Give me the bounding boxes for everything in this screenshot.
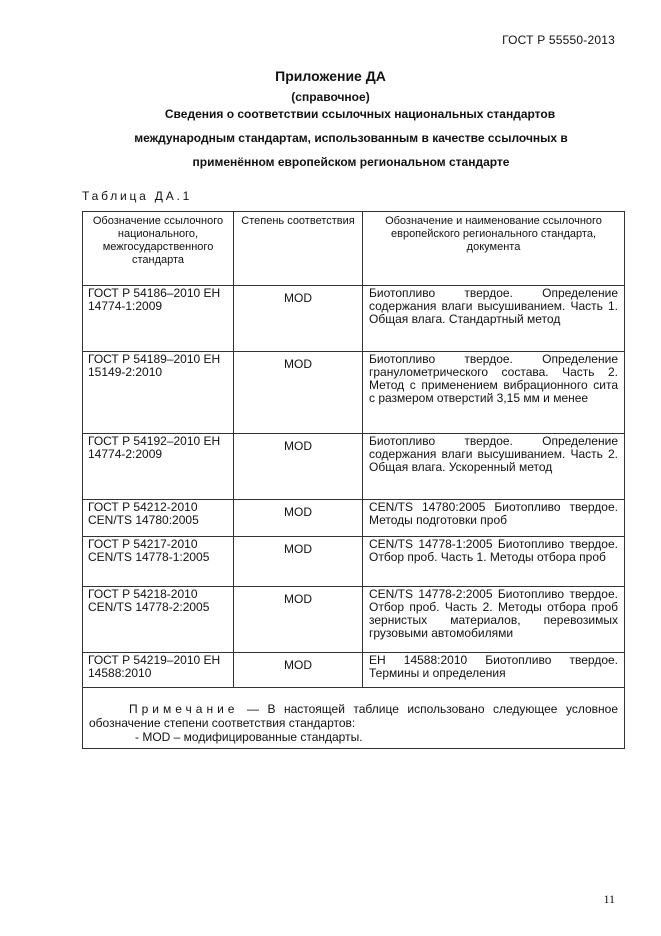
table-row [83, 653, 625, 688]
degree-cell: MOD [234, 286, 363, 352]
degree-cell: MOD [234, 352, 363, 434]
national-standard-cell: ГОСТ Р 54186–2010 ЕН 14774-1:2009 [83, 286, 234, 352]
european-standard-cell: ЕН 14588:2010 Биотопливо твердое. Термины и определения [363, 653, 625, 688]
european-standard-cell: CEN/TS 14778-2:2005 Биотопливо твердое. Отбор проб. Часть 2. Методы отбора проб зернистых материалов, перевозимых грузовыми автомобилями [363, 587, 625, 653]
table-note [83, 688, 625, 749]
correspondence-table [82, 211, 625, 749]
european-standard-cell: CEN/TS 14778-1:2005 Биотопливо твердое. Отбор проб. Часть 1. Методы отбора проб [363, 537, 625, 587]
document-code: ГОСТ Р 55550-2013 [502, 33, 615, 47]
annex-heading-line-2: международным стандартам, использованным в качестве ссылочных в [134, 131, 568, 145]
header-degree: Степень соответствия [234, 212, 363, 286]
table-row [83, 500, 625, 537]
european-standard-cell: Биотопливо твердое. Определение содержания влаги высушиванием. Часть 2. Общая влага. Ускоренный метод [363, 434, 625, 500]
degree-cell: MOD [234, 500, 363, 537]
table-row [83, 434, 625, 500]
table-row [83, 286, 625, 352]
national-standard-cell: ГОСТ Р 54212-2010 CEN/TS 14780:2005 [83, 500, 234, 537]
table-note-row [83, 688, 625, 749]
degree-cell: MOD [234, 653, 363, 688]
note-item: - MOD – модифицированные стандарты. [135, 730, 363, 744]
degree-cell: MOD [234, 434, 363, 500]
national-standard-cell: ГОСТ Р 54189–2010 ЕН 15149-2:2010 [83, 352, 234, 434]
european-standard-cell: Биотопливо твердое. Определение содержания влаги высушиванием. Часть 1. Общая влага. Стандартный метод [363, 286, 625, 352]
annex-title: Приложение ДА [275, 68, 386, 84]
table-header-row [83, 212, 625, 286]
national-standard-cell: ГОСТ Р 54217-2010 CEN/TS 14778-1:2005 [83, 537, 234, 587]
page-number: 11 [603, 892, 615, 906]
annex-subtitle: (справочное) [291, 90, 370, 104]
national-standard-cell: ГОСТ Р 54219–2010 ЕН 14588:2010 [83, 653, 234, 688]
table-row [83, 352, 625, 434]
degree-cell: MOD [234, 587, 363, 653]
european-standard-cell: Биотопливо твердое. Определение гранулометрического состава. Часть 2. Метод с применением вибрационного сита с размером отверстий 3,15 мм и менее [363, 352, 625, 434]
annex-heading-line-1: Сведения о соответствии ссылочных национальных стандартов [164, 107, 556, 121]
national-standard-cell: ГОСТ Р 54218-2010 CEN/TS 14778-2:2005 [83, 587, 234, 653]
header-national-standard: Обозначение ссылочного национального, межгосударственного стандарта [83, 212, 234, 286]
european-standard-cell: CEN/TS 14780:2005 Биотопливо твердое. Методы подготовки проб [363, 500, 625, 537]
table-row [83, 587, 625, 653]
table-caption: Таблица ДА.1 [82, 189, 193, 203]
table-row [83, 537, 625, 587]
degree-cell: MOD [234, 537, 363, 587]
annex-heading-line-3: применённом европейском региональном стандарте [192, 155, 510, 169]
note-text: — В настоящей таблице использовано следующее условное обозначение степени соответствия стандартов: [89, 702, 618, 730]
note-label: Примечание [129, 702, 239, 716]
national-standard-cell: ГОСТ Р 54192–2010 ЕН 14774-2:2009 [83, 434, 234, 500]
header-european-standard: Обозначение и наименование ссылочного европейского регионального стандарта, документа [363, 212, 625, 286]
